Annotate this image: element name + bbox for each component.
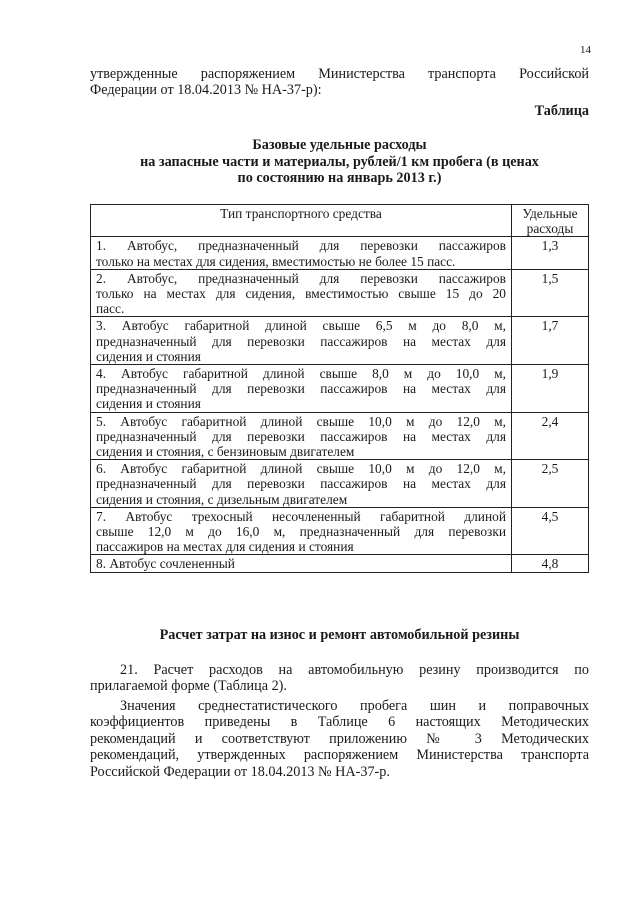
table-row bbox=[91, 317, 589, 365]
vehicle-type-line: пасс. bbox=[96, 301, 125, 317]
cost-table bbox=[90, 204, 589, 573]
unit-cost-cell: 1,5 bbox=[512, 269, 589, 317]
title-line: Базовые удельные расходы bbox=[252, 137, 427, 153]
vehicle-type-line: 1. Автобус, предназначенный для перевозки пассажиров bbox=[96, 238, 506, 254]
vehicle-type-line: сидения и стояния bbox=[96, 348, 201, 364]
vehicle-type-line: предназначенный для перевозки пассажиров на местах для bbox=[96, 381, 506, 397]
values-line: Значения среднестатистического пробега шин и поправочных bbox=[120, 698, 589, 714]
vehicle-type-line: только на местах для сидения, вместимостью свыше 15 до 20 bbox=[96, 286, 506, 302]
table-row bbox=[91, 269, 589, 317]
vehicle-type-line: 6. Автобус габаритной длиной свыше 10,0 м до 12,0 м, bbox=[96, 461, 506, 477]
paragraph-values bbox=[90, 698, 589, 780]
values-line: коэффициентов приведены в Таблице 6 настоящих Методических bbox=[90, 714, 589, 731]
table-title bbox=[90, 137, 589, 187]
table-label: Таблица bbox=[534, 103, 589, 119]
vehicle-type-line: 2. Автобус, предназначенный для перевозки пассажиров bbox=[96, 270, 506, 286]
vehicle-type-cell bbox=[91, 555, 512, 572]
vehicle-type-cell bbox=[91, 269, 512, 317]
vehicle-type-line: 5. Автобус габаритной длиной свыше 10,0 м до 12,0 м, bbox=[96, 413, 506, 429]
vehicle-type-line: 7. Автобус трехосный несочлененный габаритной длиной bbox=[96, 508, 506, 524]
table-row bbox=[91, 365, 589, 413]
unit-cost-cell: 2,4 bbox=[512, 412, 589, 460]
vehicle-type-cell bbox=[91, 460, 512, 508]
header-unit-cost bbox=[512, 205, 589, 237]
vehicle-type-line: предназначенный для перевозки пассажиров на местах для bbox=[96, 333, 506, 349]
page-number: 14 bbox=[580, 44, 591, 56]
values-line: Российской Федерации от 18.04.2013 № НА-37-р. bbox=[90, 763, 390, 780]
values-line: рекомендаций и соответствуют приложению № 3 Методических bbox=[90, 730, 589, 747]
vehicle-type-line: сидения и стояния, с дизельным двигателем bbox=[96, 491, 348, 507]
table-row bbox=[91, 412, 589, 460]
para21-line: прилагаемой форме (Таблица 2). bbox=[90, 678, 287, 695]
unit-cost-cell: 4,8 bbox=[512, 555, 589, 572]
vehicle-type-line: пассажиров на местах для сидения и стояния bbox=[96, 539, 354, 555]
vehicle-type-line: предназначенный для перевозки пассажиров на местах для bbox=[96, 428, 506, 444]
header-vehicle-type: Тип транспортного средства bbox=[91, 205, 512, 237]
vehicle-type-line: сидения и стояния, с бензиновым двигателем bbox=[96, 444, 355, 460]
table-header-row bbox=[91, 205, 589, 237]
para21-line: 21. Расчет расходов на автомобильную резину производится по bbox=[120, 662, 589, 678]
table-row bbox=[91, 555, 589, 572]
vehicle-type-cell bbox=[91, 317, 512, 365]
unit-cost-cell: 1,3 bbox=[512, 237, 589, 269]
header-cost-line: Удельные bbox=[522, 206, 578, 221]
intro-line: Федерации от 18.04.2013 № НА-37-р): bbox=[90, 82, 322, 99]
vehicle-type-cell bbox=[91, 412, 512, 460]
intro-line: утвержденные распоряжением Министерства транспорта Российской bbox=[90, 66, 589, 82]
header-cost-line: расходы bbox=[526, 221, 574, 237]
title-line: по состоянию на январь 2013 г.) bbox=[237, 170, 442, 186]
vehicle-type-line: предназначенный для перевозки пассажиров на местах для bbox=[96, 476, 506, 492]
values-line: рекомендаций, утвержденных распоряжением Министерства транспорта bbox=[90, 747, 589, 764]
table-row bbox=[91, 237, 589, 269]
vehicle-type-line: сидения и стояния bbox=[96, 396, 201, 412]
vehicle-type-line: 3. Автобус габаритной длиной свыше 6,5 м до 8,0 м, bbox=[96, 318, 506, 334]
intro-paragraph bbox=[90, 66, 589, 99]
section-heading: Расчет затрат на износ и ремонт автомобильной резины bbox=[159, 627, 520, 643]
unit-cost-cell: 2,5 bbox=[512, 460, 589, 508]
table-row bbox=[91, 507, 589, 555]
vehicle-type-line: только на местах для сидения, вместимостью не более 15 пасс. bbox=[96, 253, 456, 269]
vehicle-type-line: 4. Автобус габаритной длиной свыше 8,0 м до 10,0 м, bbox=[96, 366, 506, 382]
unit-cost-cell: 1,7 bbox=[512, 317, 589, 365]
vehicle-type-line: 8. Автобус сочлененный bbox=[96, 556, 235, 572]
vehicle-type-line: свыше 12,0 м до 16,0 м, предназначенный для перевозки bbox=[96, 524, 506, 540]
vehicle-type-cell bbox=[91, 507, 512, 555]
vehicle-type-cell bbox=[91, 237, 512, 269]
vehicle-type-cell bbox=[91, 365, 512, 413]
unit-cost-cell: 1,9 bbox=[512, 365, 589, 413]
unit-cost-cell: 4,5 bbox=[512, 507, 589, 555]
paragraph-21 bbox=[90, 662, 589, 695]
table-row bbox=[91, 460, 589, 508]
title-line: на запасные части и материалы, рублей/1 км пробега (в ценах bbox=[140, 153, 539, 170]
table-body bbox=[91, 237, 589, 572]
